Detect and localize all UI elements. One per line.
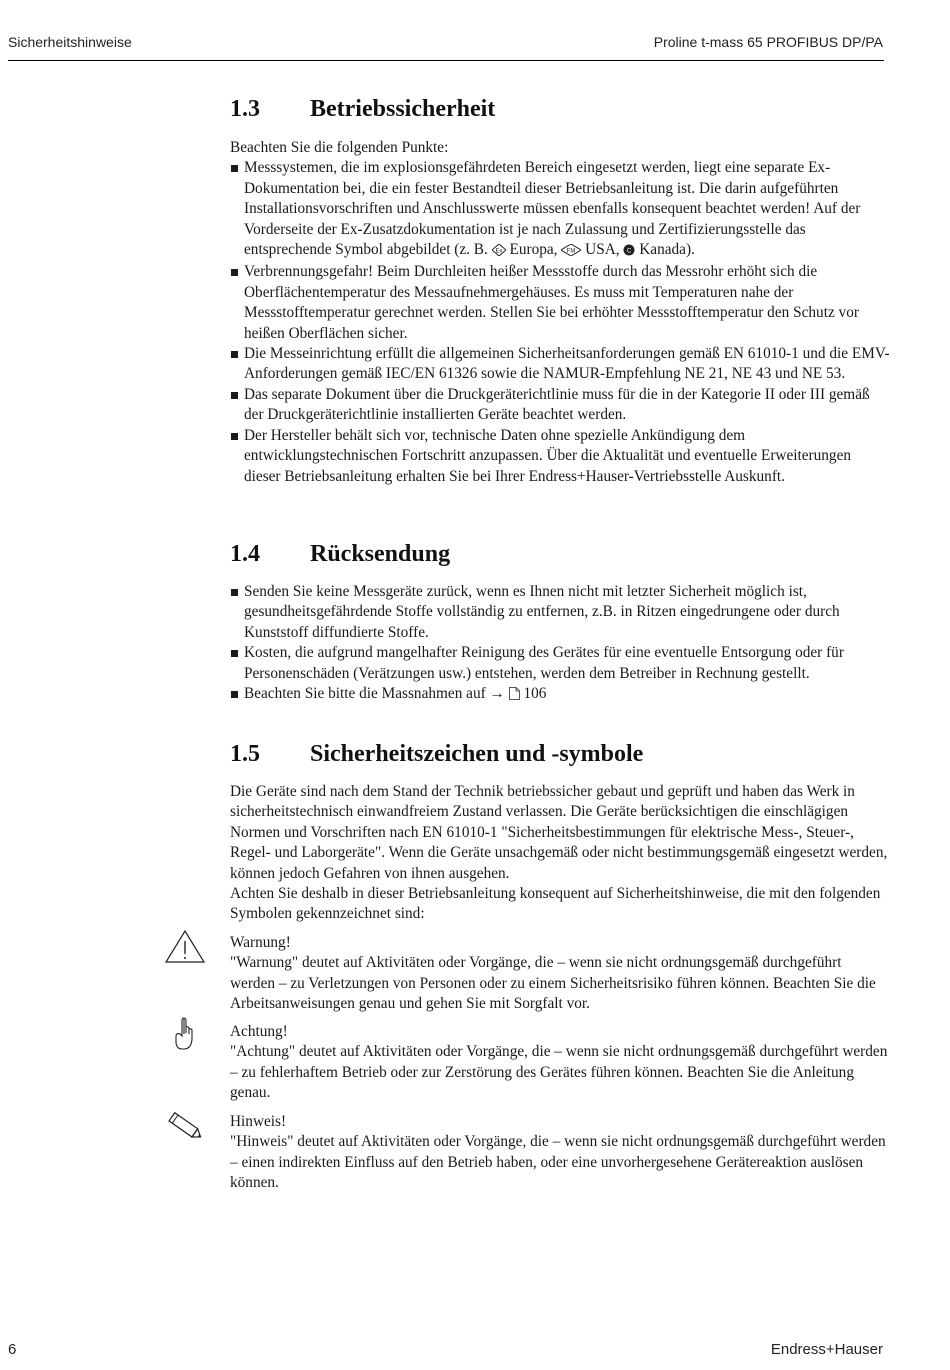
list-item-text: Messsystemen, die im explosionsgefährdeten Bereich eingesetzt werden, liegt eine separate Ex-Dokumentation bei, die ein fester Bestandteil dieser Betriebsanleitung ist. Die darin aufgeführten Installationsvorschriften und Anschlusswerte müssen ebenfalls konsequent beachtet werden! Auf der Vorderseite der Ex-Zusatzdokumentation ist je nach Zulassung und Zertifizierungsstelle das entsprechende Symbol abgebildet (z. B. [244, 159, 861, 259]
page-number: 6 [8, 1341, 17, 1358]
section-number: 1.3 [230, 96, 260, 122]
svg-text:Ex: Ex [495, 248, 503, 255]
caution-note [230, 1022, 890, 1104]
intro-text: Beachten Sie die folgenden Punkte: [230, 139, 449, 156]
section-1-5-intro [230, 782, 890, 925]
list-item-text: Kanada). [639, 241, 695, 259]
list-item-text: Europa, [509, 241, 558, 259]
paragraph: Die Geräte sind nach dem Stand der Technik betriebssicher gebaut und geprüft und haben das Werk in sicherheitstechnisch einwandfreiem Zustand verlassen. Die Geräte berücksichtigen die einschlägigen Normen und Vorschriften nach EN 61010-1 "Sicherheitsbestimmungen für elektrische Mess-, Steuer-, Regel- und Laborgeräte". Wenn die Geräte unsachgemäß oder nicht bestimmungsgemäß eingesetzt werden, können jedoch Gefahren von ihnen ausgehen. [230, 783, 888, 882]
pencil-icon [163, 1108, 207, 1148]
hint-title: Hinweis! [230, 1113, 287, 1130]
list-item: Der Hersteller behält sich vor, technische Daten ohne spezielle Ankündigung dem entwicklungstechnischen Fortschritt anzupassen. Über die Aktualität und eventuelle Erweiterungen dieser Betriebsanleitung erhalten Sie bei Ihrer Endress+Hauser-Vertriebsstelle Auskunft. [230, 426, 890, 487]
svg-text:FM: FM [566, 248, 576, 255]
list-item: Die Messeinrichtung erfüllt die allgemeinen Sicherheitsanforderungen gemäß EN 61010-1 und die EMV-Anforderungen gemäß IEC/EN 61326 sowie die NAMUR-Empfehlung NE 21, NE 43 und NE 53. [230, 344, 890, 385]
list-item: Senden Sie keine Messgeräte zurück, wenn es Ihnen nicht mit letzter Sicherheit möglich ist, gesundheitsgefährdende Stoffe vollständig zu entfernen, z.B. in Ritzen eingedrungene oder durch Kunststoff diffundierte Stoffe. [230, 582, 890, 643]
section-title: Sicherheitszeichen und -symbole [310, 741, 644, 767]
section-number: 1.5 [230, 741, 260, 767]
caution-title: Achtung! [230, 1023, 288, 1040]
hand-pointing-icon [163, 1016, 207, 1056]
footer-brand: Endress+Hauser [770, 1341, 883, 1358]
running-header-section: Sicherheitshinweise [8, 34, 132, 50]
list-item [230, 158, 890, 262]
section-title: Rücksendung [310, 541, 451, 567]
list-item-text: USA, [585, 241, 620, 259]
page-icon [509, 686, 520, 706]
warning-icon [163, 929, 207, 969]
section-title: Betriebssicherheit [310, 96, 496, 122]
svg-text:C: C [627, 248, 632, 255]
arrow-right-icon: → [489, 685, 505, 703]
csa-approval-icon [623, 242, 635, 262]
warning-title: Warnung! [230, 934, 291, 951]
section-number: 1.4 [230, 541, 260, 567]
bullet-list [230, 158, 890, 487]
hint-text: "Hinweis" deutet auf Aktivitäten oder Vorgänge, die – wenn sie nicht ordnungsgemäß durchgeführt werden – einen indirekten Einfluss auf den Betrieb haben, oder eine unvorhergesehene Gerätereaktion auslösen können. [230, 1133, 886, 1192]
ex-europe-icon [492, 242, 506, 262]
list-item: Kosten, die aufgrund mangelhafter Reinigung des Gerätes für eine eventuelle Entsorgung oder für Personenschäden (Verätzungen usw.) entstehen, werden dem Betreiber in Rechnung gestellt. [230, 643, 890, 684]
header-divider [8, 60, 884, 61]
paragraph: Achten Sie deshalb in dieser Betriebsanleitung konsequent auf Sicherheitshinweise, die mit den folgenden Symbolen gekennzeichnet sind: [230, 885, 881, 923]
section-1-4-heading [230, 541, 450, 568]
hint-note [230, 1112, 890, 1194]
list-item: Das separate Dokument über die Druckgeräterichtlinie muss für die in der Kategorie II oder III gemäß der Druckgeräterichtlinie installierten Geräte beachtet werden. [230, 385, 890, 426]
list-item-text: Beachten Sie bitte die Massnahmen auf [244, 685, 486, 703]
page-reference-link[interactable]: 106 [523, 685, 547, 703]
fm-approval-icon [561, 242, 581, 262]
caution-text: "Achtung" deutet auf Aktivitäten oder Vorgänge, die – wenn sie nicht ordnungsgemäß durchgeführt werden – zu fehlerhaftem Betrieb oder zur Zerstörung des Gerätes führen können. Beachten Sie die Anleitung genau. [230, 1043, 888, 1102]
running-header-product: Proline t-mass 65 PROFIBUS DP/PA [653, 34, 883, 50]
warning-note [230, 933, 890, 1015]
section-1-4-body [230, 582, 890, 706]
section-1-3-heading [230, 96, 495, 123]
section-1-3-body [230, 138, 890, 487]
bullet-list [230, 582, 890, 706]
section-1-5-heading [230, 741, 643, 768]
warning-text: "Warnung" deutet auf Aktivitäten oder Vorgänge, die – wenn sie nicht ordnungsgemäß durchgeführt werden – zu Verletzungen von Personen oder zu einem Sicherheitsrisiko führen können. Beachten Sie die Arbeitsanweisungen genau und gehen Sie mit Sorgfalt vor. [230, 954, 876, 1013]
list-item: Verbrennungsgefahr! Beim Durchleiten heißer Messstoffe durch das Messrohr erhöht sich die Oberflächentemperatur des Messaufnehmergehäuses. Es muss mit Temperaturen nahe der Messstofftemperatur gerechnet werden. Stellen Sie bei erhöhter Messstofftemperatur den Schutz vor heißen Oberflächen sicher. [230, 262, 890, 344]
list-item [230, 684, 890, 706]
